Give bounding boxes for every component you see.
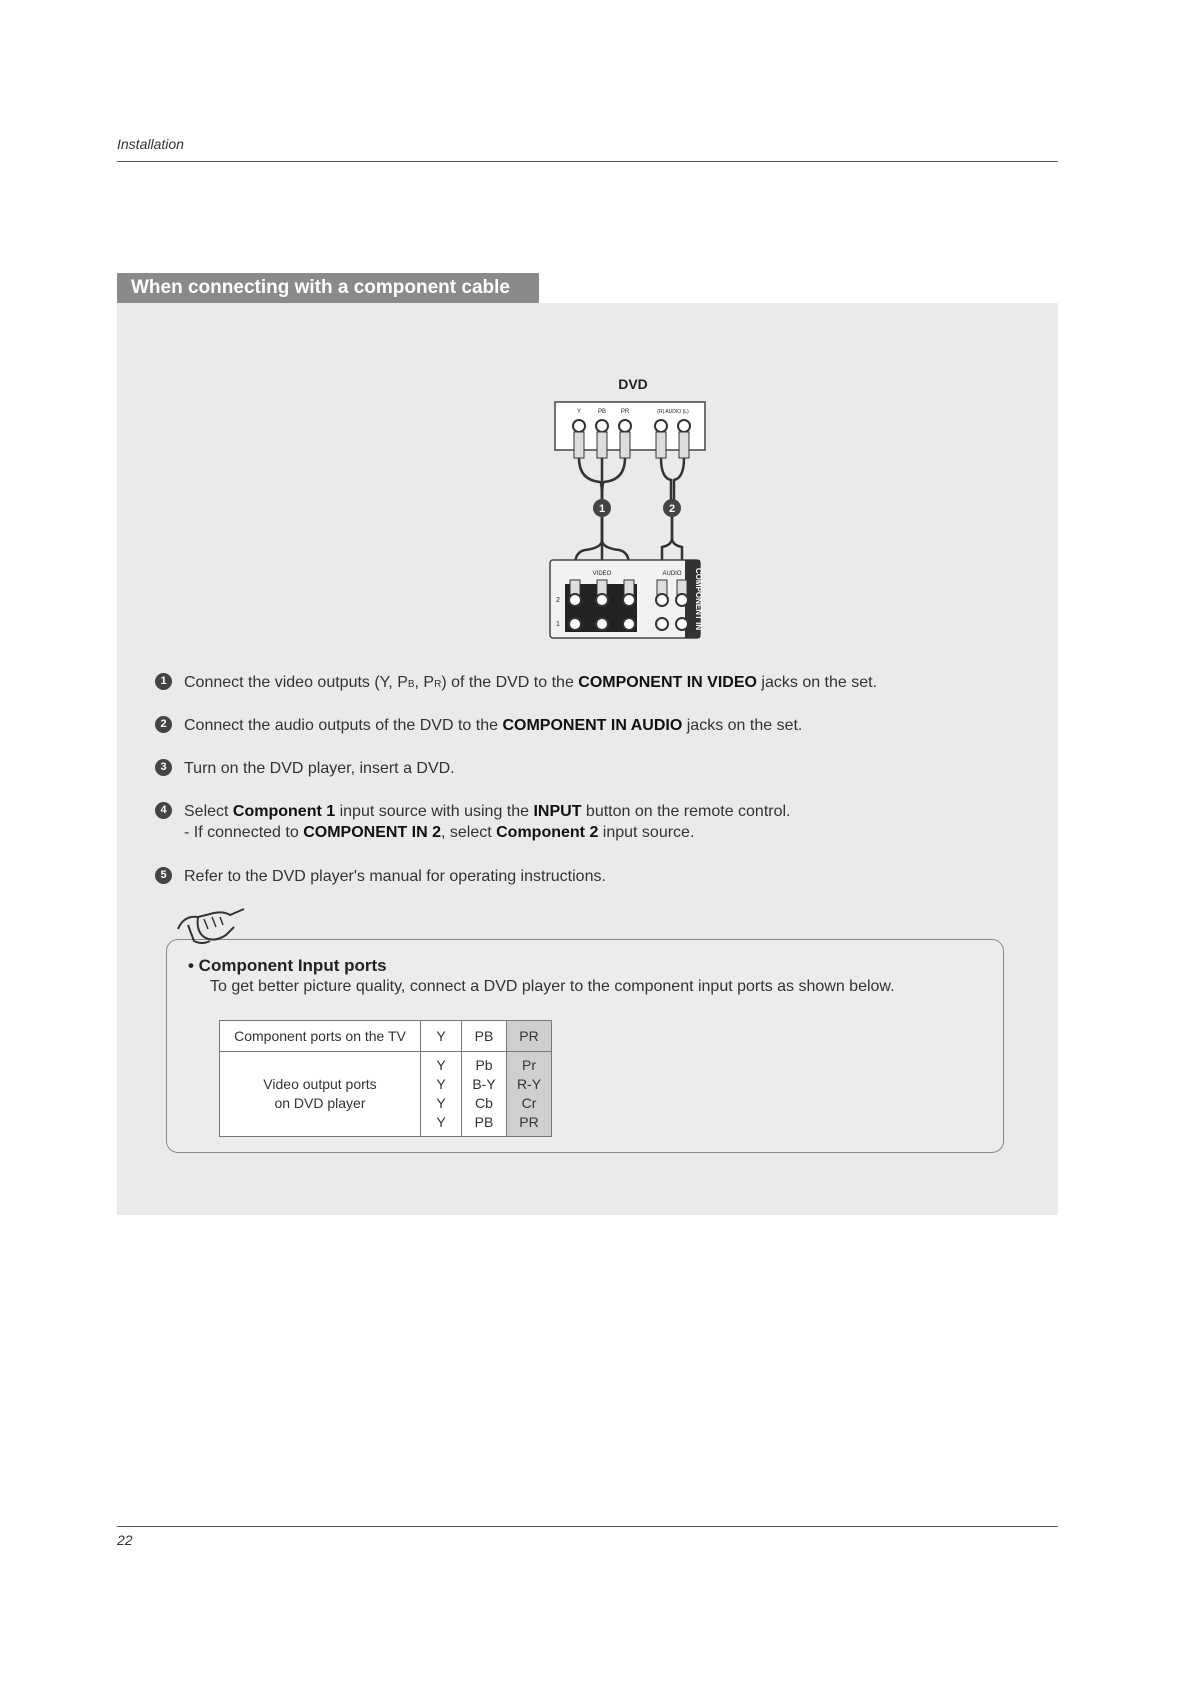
component-ports-table [219, 1020, 552, 1137]
table-row [220, 1021, 552, 1052]
step-text: Turn on the DVD player, insert a DVD. [184, 760, 455, 777]
dvd-pb-values: Pb B-Y Cb PB [462, 1052, 507, 1137]
tv-port-y: Y [421, 1021, 462, 1052]
step-1 [155, 672, 877, 695]
tv-panel-row-1-label: 1 [556, 621, 560, 628]
dvd-ports-label: Video output ports on DVD player [220, 1052, 421, 1137]
dvd-jack-label-audio: (R) AUDIO (L) [657, 409, 689, 415]
step-number: 4 [155, 802, 172, 819]
tv-panel-row-2-label: 2 [556, 597, 560, 604]
tv-panel-side-label: COMPONENT IN [694, 567, 703, 631]
step-number: 1 [155, 673, 172, 690]
step-2 [155, 715, 802, 736]
connection-diagram [545, 370, 725, 645]
step-3 [155, 758, 455, 779]
note-text: To get better picture quality, connect a DVD player to the component input ports as shown below. [210, 978, 895, 995]
step-number: 3 [155, 759, 172, 776]
dvd-y-values: Y Y Y Y [421, 1052, 462, 1137]
table-row [220, 1052, 552, 1137]
step-number: 5 [155, 867, 172, 884]
footer-rule [117, 1526, 1058, 1527]
step-text: Refer to the DVD player's manual for operating instructions. [184, 868, 606, 885]
step-5 [155, 866, 606, 887]
section-title: When connecting with a component cable [117, 273, 539, 303]
tv-panel-audio-label: AUDIO [662, 571, 682, 577]
dvd-jack-label-pb: PB [597, 409, 607, 415]
step-text: Connect the audio outputs of the DVD to the COMPONENT IN AUDIO jacks on the set. [184, 717, 803, 734]
page-number: 22 [117, 1532, 133, 1548]
dvd-label: DVD [618, 376, 648, 392]
step-text: Select Component 1 input source with using the INPUT button on the remote control. - If connected to COMPONENT IN 2, select Component 2 input source. [184, 803, 791, 841]
tv-port-pr: PR [507, 1021, 552, 1052]
tv-port-pb: PB [462, 1021, 507, 1052]
step-4-subnote: - If connected to COMPONENT IN 2, select Component 2 input source. [184, 824, 695, 841]
step-number: 2 [155, 716, 172, 733]
header-section-label: Installation [117, 136, 184, 152]
header-rule [117, 161, 1058, 162]
dvd-jack-label-y: Y [576, 409, 582, 415]
cable-badge-2-label: 2 [668, 503, 676, 515]
tv-ports-label: Component ports on the TV [220, 1021, 421, 1052]
step-text: Connect the video outputs (Y, PB, PR) of the DVD to the COMPONENT IN VIDEO jacks on the set. [184, 674, 878, 691]
step-4 [155, 801, 791, 843]
note-hand-icon [174, 905, 248, 947]
dvd-jack-label-pr: PR [620, 409, 630, 415]
tv-panel-video-label: VIDEO [592, 571, 612, 577]
note-heading: • Component Input ports [188, 956, 387, 975]
cable-badge-1-label: 1 [598, 503, 606, 515]
dvd-pr-values: Pr R-Y Cr PR [507, 1052, 552, 1137]
